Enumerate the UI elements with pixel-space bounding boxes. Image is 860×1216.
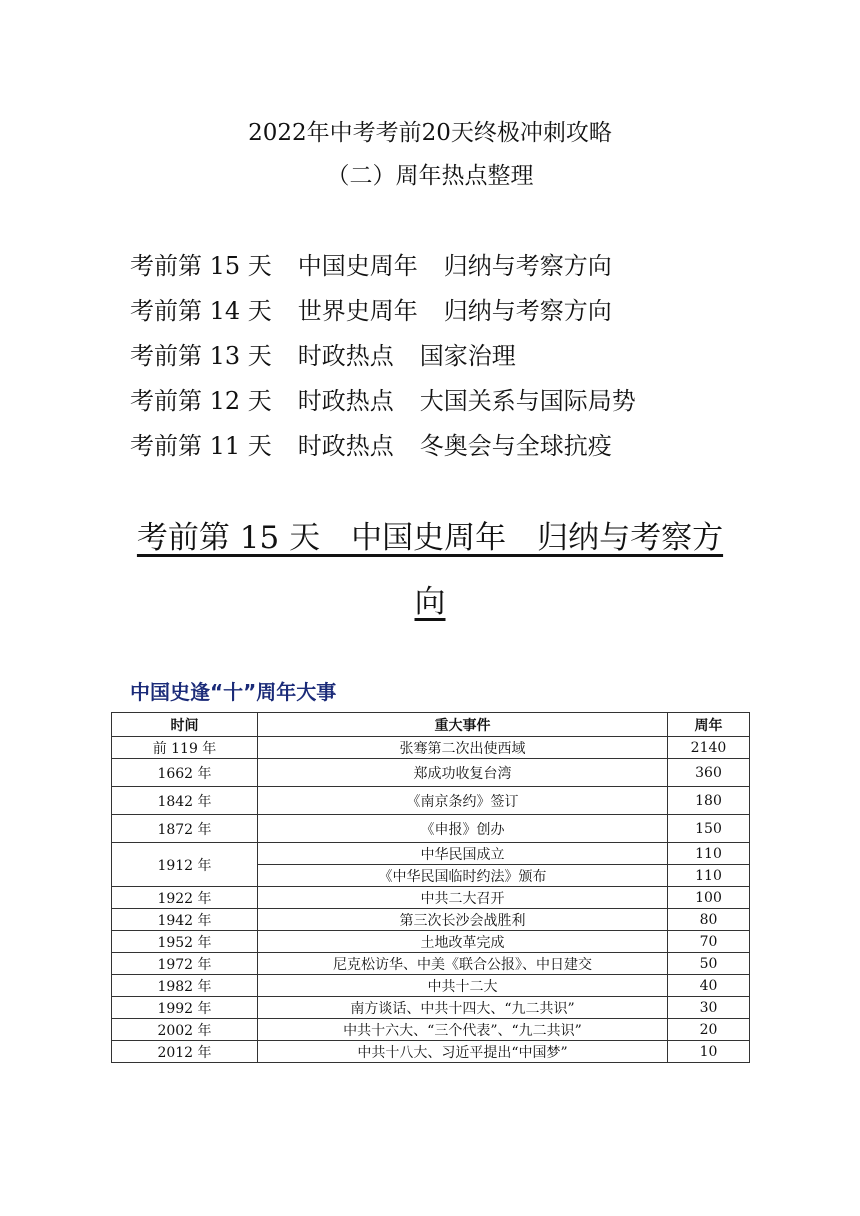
cell-time: 1922 年 [112, 887, 258, 909]
cell-time: 1992 年 [112, 997, 258, 1019]
cell-time: 1942 年 [112, 909, 258, 931]
table-header-row [112, 713, 750, 737]
cell-years: 80 [668, 909, 750, 931]
cell-event: 中共十六大、“三个代表”、“九二共识” [258, 1019, 668, 1041]
cell-years: 10 [668, 1041, 750, 1063]
cell-time: 1972 年 [112, 953, 258, 975]
table-row [112, 997, 750, 1019]
toc-detail: 冬奥会与全球抗疫 [419, 432, 612, 460]
cell-time: 1842 年 [112, 787, 258, 815]
cell-event: 中共十二大 [258, 975, 668, 997]
toc-detail: 国家治理 [419, 342, 516, 370]
header-years: 周年 [668, 713, 750, 737]
cell-years: 110 [668, 865, 750, 887]
toc-day: 考前第 14 天 [130, 297, 272, 325]
table-row [112, 843, 750, 865]
toc-item [130, 244, 636, 289]
toc-item [130, 334, 636, 379]
section-heading [110, 506, 750, 634]
cell-time: 1872 年 [112, 815, 258, 843]
table-row [112, 737, 750, 759]
toc-detail: 大国关系与国际局势 [419, 387, 636, 415]
cell-event: 南方谈话、中共十四大、“九二共识” [258, 997, 668, 1019]
toc-day: 考前第 13 天 [130, 342, 272, 370]
cell-time: 1952 年 [112, 931, 258, 953]
header-event: 重大事件 [258, 713, 668, 737]
events-table [111, 712, 750, 1063]
table-row [112, 887, 750, 909]
table-row [112, 931, 750, 953]
cell-time: 前 119 年 [112, 737, 258, 759]
toc-detail: 归纳与考察方向 [443, 297, 612, 325]
cell-event: 中华民国成立 [258, 843, 668, 865]
cell-event: 《中华民国临时约法》颁布 [258, 865, 668, 887]
section-heading-line: 向 [414, 584, 446, 620]
table-row [112, 787, 750, 815]
section-heading-line: 考前第 15 天 中国史周年 归纳与考察方 [136, 520, 724, 556]
cell-time: 2002 年 [112, 1019, 258, 1041]
toc-day: 考前第 12 天 [130, 387, 272, 415]
table-row [112, 815, 750, 843]
document-title: 2022年中考考前20天终极冲刺攻略 [248, 120, 612, 146]
cell-years: 70 [668, 931, 750, 953]
cell-event: 中共二大召开 [258, 887, 668, 909]
header-time: 时间 [112, 713, 258, 737]
cell-time: 1912 年 [112, 843, 258, 887]
cell-years: 30 [668, 997, 750, 1019]
cell-years: 360 [668, 759, 750, 787]
cell-years: 100 [668, 887, 750, 909]
toc-item [130, 289, 636, 334]
table-row [112, 1019, 750, 1041]
toc-topic: 时政热点 [297, 432, 394, 460]
cell-event: 第三次长沙会战胜利 [258, 909, 668, 931]
table-row [112, 953, 750, 975]
toc-topic: 时政热点 [297, 387, 394, 415]
toc-day: 考前第 15 天 [130, 252, 272, 280]
toc-detail: 归纳与考察方向 [443, 252, 612, 280]
table-row [112, 1041, 750, 1063]
table-title: 中国史逢“十”周年大事 [130, 680, 337, 704]
cell-years: 20 [668, 1019, 750, 1041]
toc-day: 考前第 11 天 [130, 432, 272, 460]
cell-time: 2012 年 [112, 1041, 258, 1063]
toc-item [130, 379, 636, 424]
cell-event: 中共十八大、习近平提出“中国梦” [258, 1041, 668, 1063]
toc-topic: 时政热点 [297, 342, 394, 370]
table-row [112, 975, 750, 997]
cell-years: 150 [668, 815, 750, 843]
cell-event: 《南京条约》签订 [258, 787, 668, 815]
cell-time: 1662 年 [112, 759, 258, 787]
cell-event: 郑成功收复台湾 [258, 759, 668, 787]
cell-event: 张骞第二次出使西域 [258, 737, 668, 759]
table-of-contents [130, 244, 636, 469]
toc-topic: 中国史周年 [297, 252, 418, 280]
cell-event: 尼克松访华、中美《联合公报》、中日建交 [258, 953, 668, 975]
cell-years: 110 [668, 843, 750, 865]
cell-years: 50 [668, 953, 750, 975]
cell-years: 180 [668, 787, 750, 815]
document-subtitle: （二）周年热点整理 [326, 163, 534, 189]
toc-topic: 世界史周年 [297, 297, 418, 325]
cell-years: 2140 [668, 737, 750, 759]
cell-event: 土地改革完成 [258, 931, 668, 953]
cell-time: 1982 年 [112, 975, 258, 997]
table-row [112, 909, 750, 931]
table-row [112, 759, 750, 787]
cell-years: 40 [668, 975, 750, 997]
toc-item [130, 424, 636, 469]
cell-event: 《申报》创办 [258, 815, 668, 843]
